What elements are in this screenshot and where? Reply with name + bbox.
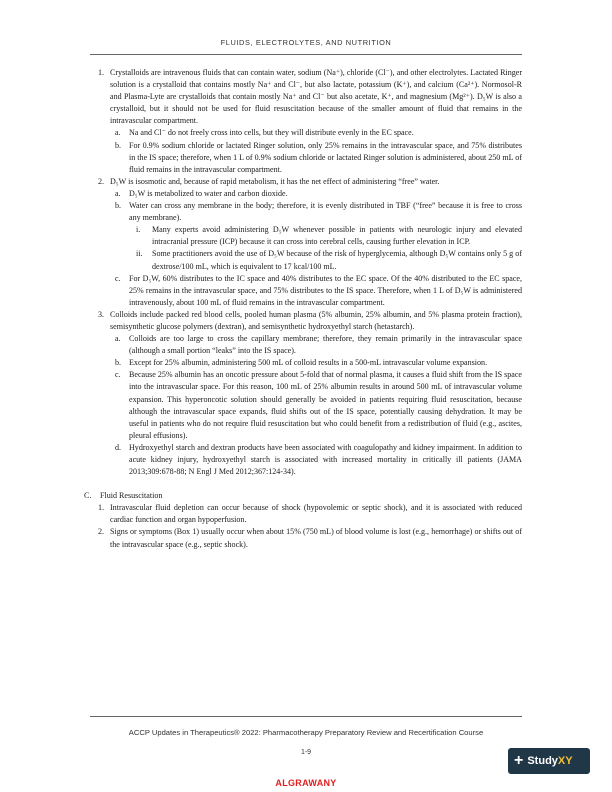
list-item bbox=[92, 188, 522, 200]
list-item bbox=[92, 502, 522, 526]
list-marker: 1. bbox=[98, 68, 105, 77]
page-body bbox=[84, 67, 522, 551]
studyxy-logo[interactable] bbox=[508, 748, 590, 774]
list-marker: 3. bbox=[98, 309, 105, 319]
list-item-text: For 0.9% sodium chloride or lactated Ringer solution, only 25% remains in the intravascular space, and 75% distributes in the IS space; therefore, when 1 L of 0.9% sodium chloride or lactated Ringer solution is administered, about 250 mL of fluid remains in the intravascular compartment. bbox=[129, 140, 522, 174]
list-marker: d. bbox=[115, 442, 122, 452]
list-item bbox=[92, 333, 522, 357]
section-heading bbox=[84, 490, 522, 502]
list-item-text: Colloids include packed red blood cells, pooled human plasma (5% albumin, 25% albumin, and 5% plasma protein fraction), semisynthetic glucose polymers (dextran), and semisynthetic hydroxyethyl starch (hetastarch). bbox=[110, 309, 522, 331]
list-item bbox=[92, 357, 522, 369]
list-marker: 2. bbox=[98, 176, 105, 186]
list-marker: b. bbox=[115, 358, 122, 368]
list-item bbox=[92, 200, 522, 224]
plus-icon: + bbox=[514, 752, 524, 769]
list-marker: b. bbox=[115, 140, 122, 150]
list-marker: i. bbox=[136, 225, 141, 235]
list-item-text: Except for 25% albumin, administering 500 mL of colloid results in a 500-mL intravascular volume expansion. bbox=[129, 358, 488, 368]
list-marker: a. bbox=[115, 188, 121, 198]
list-item-text: D₅W is isosmotic and, because of rapid metabolism, it has the net effect of administering “free” water. bbox=[110, 176, 440, 186]
list-marker: c. bbox=[115, 273, 121, 283]
list-marker: b. bbox=[115, 201, 122, 211]
section-gap bbox=[92, 478, 522, 490]
list-item bbox=[92, 224, 522, 248]
list-marker: a. bbox=[115, 128, 121, 138]
header-divider bbox=[90, 54, 522, 55]
list-item-text: Na and Cl⁻ do not freely cross into cells, but they will distribute evenly in the EC space. bbox=[129, 128, 414, 138]
list-marker: c. bbox=[115, 370, 121, 380]
list-item bbox=[92, 248, 522, 272]
list-item bbox=[92, 273, 522, 309]
list-marker: ii. bbox=[136, 249, 143, 259]
list-item bbox=[92, 140, 522, 176]
list-item bbox=[92, 442, 522, 478]
list-item-text: Intravascular fluid depletion can occur because of shock (hypovolemic or septic shock), and it is associated with reduced cardiac function and organ hypoperfusion. bbox=[110, 503, 522, 525]
footer-course-title: ACCP Updates in Therapeutics® 2022: Pharmacotherapy Preparatory Review and Recertification Course bbox=[128, 728, 484, 737]
list-item-text: For D₅W, 60% distributes to the IC space and 40% distributes to the EC space. Of the 40% distributed to the EC space, 25% remains in the intravascular space, and 75% distributes to the IS space. Therefore, when 1 L of D₅W is administered intravenously, about 100 mL of fluid remains in the intravascular compartment. bbox=[129, 273, 522, 307]
list-item-text: Signs or symptoms (Box 1) usually occur when about 15% (750 mL) of blood volume is lost (e.g., hemorrhage) or shifts out of the intravascular space (e.g., septic shock). bbox=[110, 527, 522, 549]
list-item-text: Water can cross any membrane in the body; therefore, it is evenly distributed in TBF (“free” because it is free to cross any membrane). bbox=[129, 201, 522, 223]
list-item bbox=[92, 369, 522, 442]
list-item-text: Colloids are too large to cross the capillary membrane; therefore, they remain primarily in the intravascular space (although a small portion “leaks” into the IS space). bbox=[129, 334, 522, 356]
list-item-text: Hydroxyethyl starch and dextran products have been associated with coagulopathy and kidney impairment. In addition to acute kidney injury, hydroxyethyl starch is associated with increased mortality in critically ill patients (JAMA 2013;309:678-88; N Engl J Med 2012;367:124-34). bbox=[129, 442, 522, 477]
running-head: FLUIDS, ELECTROLYTES, AND NUTRITION bbox=[220, 38, 392, 47]
list-item-text: Fluid Resuscitation bbox=[100, 491, 163, 501]
list-item bbox=[92, 309, 522, 333]
list-item-text: Many experts avoid administering D₅W whenever possible in patients with neurologic injury and elevated intracranial pressure (ICP) because it can cross into cerebral cells, causing further elevation in ICP. bbox=[152, 225, 522, 247]
list-item bbox=[92, 526, 522, 550]
list-item-text: D₅W is metabolized to water and carbon dioxide. bbox=[129, 188, 288, 198]
list-item-text: Because 25% albumin has an oncotic pressure about 5-fold that of normal plasma, it causes a fluid shift from the IS space into the intravascular space. For this reason, 100 mL of 25% albumin results in around 500 mL of intravascular volume expansion. This hyperoncotic solution should generally be avoided in patients requiring fluid resuscitation, because although the intravascular space expands, fluid shifts out of the IS space, potentially causing dehydration. It may be useful in patients who do not require fluid resuscitation but who could benefit from a redistribution of fluid (e.g., ascites, pleural effusions). bbox=[129, 370, 522, 440]
list-item-text: Crystalloids are intravenous fluids that can contain water, sodium (Na⁺), chloride (Cl⁻), and other electrolytes. Lactated Ringer solution is a crystalloid that contains mostly Na⁺ and Cl⁻, but also lactate, potassium (K⁺), and calcium (Ca²⁺). Normosol-R and Plasma-Lyte are crystalloids that contain mostly Na⁺ and Cl⁻ but also acetate, K⁺, and magnesium (Mg²⁺). D₅W is also a crystalloid, but it should not be used for fluid resuscitation because of the smaller amount of fluid that remains in the intravascular compartment. bbox=[110, 68, 522, 126]
watermark: ALGRAWANY bbox=[275, 778, 337, 788]
logo-text: StudyXY bbox=[527, 755, 573, 767]
footer-divider bbox=[90, 716, 522, 717]
list-marker: 1. bbox=[98, 503, 105, 513]
list-marker: 2. bbox=[98, 527, 105, 537]
list-item bbox=[92, 176, 522, 188]
list-item bbox=[92, 67, 522, 127]
list-item bbox=[92, 127, 522, 139]
page-number: 1-9 bbox=[300, 749, 312, 756]
list-marker: C. bbox=[84, 491, 92, 501]
list-item-text: Some practitioners avoid the use of D₅W because of the risk of hyperglycemia, although D₅W contains only 5 g of dextrose/100 mL, which is equivalent to 17 kcal/100 mL. bbox=[152, 249, 522, 271]
list-marker: a. bbox=[115, 334, 121, 344]
